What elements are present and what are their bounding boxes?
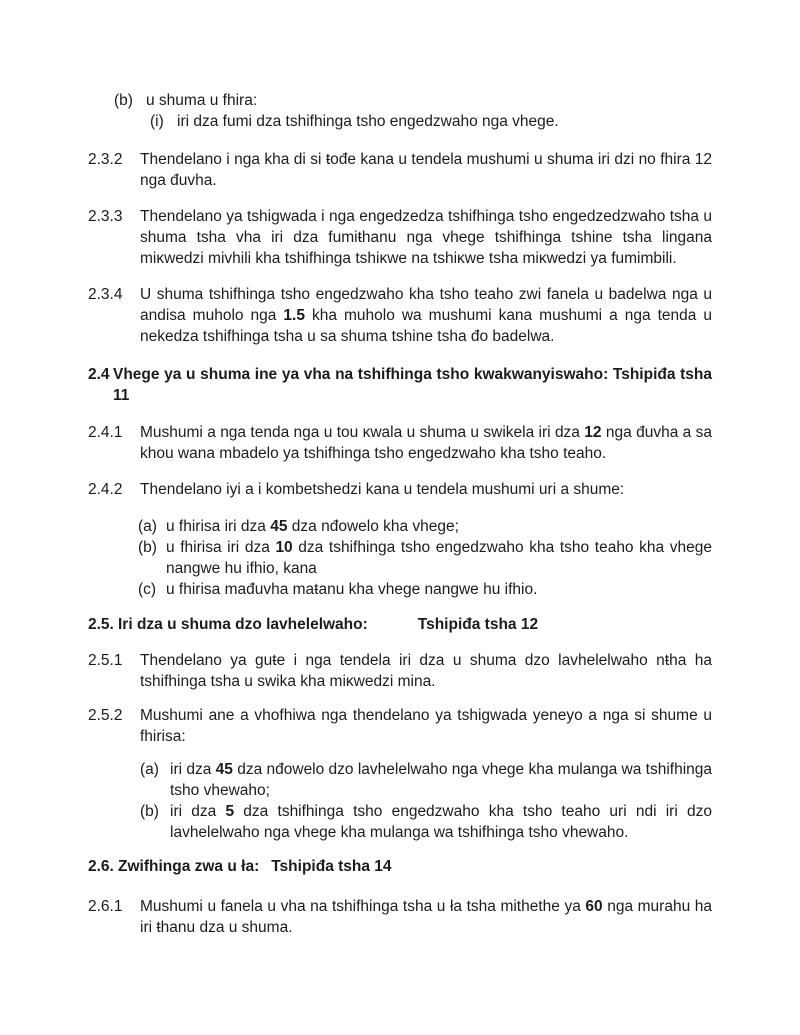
paragraph-text (166, 537, 712, 579)
text-run: nga đuvha a sa khou wana mbadelo ya tshifhinga tsho engedzwaho kha tsho teaho. (140, 424, 712, 462)
listitem-b (0, 537, 712, 579)
text-run: Vhege ya u shuma ine ya vha na tshifhinga tsho kwakwanyiswaho: Tshipiđa tsha 11 (113, 366, 712, 404)
listitem-a (0, 516, 712, 537)
listitem-c (0, 579, 712, 600)
paragraph-marker: (b) (114, 92, 133, 109)
text-run: Thendelano ya guŧe i nga tendela iri dza u shuma dzo lavhelelwaho nŧha ha tshifhinga tsha u swika kha miĸwedzi mina. (140, 652, 712, 690)
paragraph-marker: (i) (150, 113, 164, 130)
text-run: u fhirisa mađuvha maŧanu kha vhege nangwe hu ifhio. (166, 581, 538, 598)
paragraph-text (140, 149, 712, 191)
text-run: Tshipiđa tsha 14 (271, 858, 392, 875)
paragraph-text (146, 90, 712, 111)
text-run: dza nđowelo kha vhege; (287, 518, 459, 535)
bold-number: 45 (270, 518, 288, 535)
text-run: iri dza (170, 761, 216, 778)
bold-number: 45 (215, 761, 233, 778)
heading-2-5 (0, 614, 712, 635)
paragraph-text (140, 206, 712, 269)
paragraph-text (140, 650, 712, 692)
text-run: kha muholo wa mushumi kana mushumi a nga tenda u nekedza tshifhinga tsha u sa shuma tshine tsha đo badelwa. (140, 307, 713, 345)
text-run: u fhirisa iri dza (166, 518, 271, 535)
section-2-3-2 (0, 149, 712, 191)
paragraph-marker: 2.3.3 (88, 208, 123, 225)
bold-number: 60 (585, 898, 603, 915)
text-run: Mushumi a nga tenda nga u tou ĸwala u shuma u swikela iri dza (140, 424, 585, 441)
text-run: Thendelano i nga kha di si ŧođe kana u tendela mushumi u shuma iri dzi no fhira 12 nga đuvha. (140, 151, 712, 189)
paragraph-text (170, 801, 712, 843)
paragraph-text (166, 516, 712, 537)
heading-2-4 (0, 364, 712, 406)
text-run: u fhirisa iri dza (166, 539, 276, 556)
listitem-b (0, 801, 712, 843)
section-2-5-1 (0, 650, 712, 692)
paragraph-marker: 2.4 (88, 366, 110, 383)
section-2-6-1 (0, 896, 712, 938)
paragraph-marker: 2.5.1 (88, 652, 123, 669)
paragraph-text (177, 111, 712, 132)
text-run: u shuma u fhira: (146, 92, 258, 109)
paragraph-marker: (c) (138, 581, 157, 598)
paragraph-marker: (a) (140, 761, 159, 778)
text-run: dza tshifhinga tsho engedzwaho kha tsho teaho kha vhege nangwe hu ifhio, kana (166, 539, 712, 577)
paragraph-text (140, 705, 712, 747)
paragraph-text (166, 579, 712, 600)
paragraph-text (140, 479, 712, 500)
paragraph-marker: 2.6. (88, 858, 114, 875)
paragraph-marker: 2.3.2 (88, 151, 123, 168)
text-run: Mushumi u fanela u vha na tshifhinga tsha u ła tsha mithethe ya (140, 898, 586, 915)
bold-number: 1.5 (283, 307, 305, 324)
text-run: Iri dza u shuma dzo lavhelelwaho: (118, 616, 368, 633)
paragraph-marker: 2.5. (88, 616, 114, 633)
bold-number: 12 (584, 424, 602, 441)
subitem-b (0, 90, 712, 111)
paragraph-marker: 2.4.2 (88, 481, 123, 498)
paragraph-text (113, 364, 712, 406)
paragraph-marker: 2.4.1 (88, 424, 123, 441)
paragraph-marker: 2.3.4 (88, 286, 123, 303)
paragraph-text (140, 284, 712, 347)
listitem-a (0, 759, 712, 801)
section-2-4-1 (0, 422, 712, 464)
text-run: iri dza (170, 803, 226, 820)
heading-2-6 (0, 856, 712, 877)
text-run: U shuma tshifhinga tsho engedzwaho kha tsho teaho zwi fanela u badelwa nga u andisa muholo nga (140, 286, 712, 324)
bold-number: 10 (275, 539, 293, 556)
text-run: Mushumi ane a vhofhiwa nga thendelano ya tshigwada yeneyo a nga si shume u fhirisa: (140, 707, 712, 745)
section-2-4-2 (0, 479, 712, 500)
text-run: Zwifhinga zwa u ła: (118, 858, 260, 875)
paragraph-text (118, 856, 712, 877)
section-2-3-3 (0, 206, 712, 269)
section-2-3-4 (0, 284, 712, 347)
paragraph-marker: (b) (140, 803, 159, 820)
paragraph-marker: (b) (138, 539, 157, 556)
text-run: iri dza fumi dza tshifhinga tsho engedzwaho nga vhege. (177, 113, 559, 130)
text-run: dza tshifhinga tsho engedzwaho kha tsho teaho uri ndi iri dzo lavhelelwaho nga vhege kha mulanga wa tshifhinga tsho vhewaho. (170, 803, 712, 841)
paragraph-text (170, 759, 712, 801)
text-run: Thendelano iyi a i kombetshedzi kana u tendela mushumi uri a shume: (140, 481, 625, 498)
bold-number: 5 (225, 803, 235, 820)
paragraph-text (140, 422, 712, 464)
paragraph-marker: 2.6.1 (88, 898, 123, 915)
paragraph-marker: 2.5.2 (88, 707, 123, 724)
paragraph-text (140, 896, 712, 938)
paragraph-marker: (a) (138, 518, 157, 535)
subitem-i (0, 111, 712, 132)
section-2-5-2 (0, 705, 712, 747)
text-run: Tshipiđa tsha 12 (417, 616, 539, 633)
text-run: dza nđowelo dzo lavhelelwaho nga vhege kha mulanga wa tshifhinga tsho vhewaho; (170, 761, 713, 799)
text-run: Thendelano ya tshigwada i nga engedzedza tshifhinga tsho engedzedzwaho tsha u shuma tsha vha iri dza fumiŧhanu nga vhege tshifhinga tshine tsha lingana miĸwedzi mivhili kha tshifhinga tshiĸwe na tshiĸwe tsha miĸwedzi ya fumimbili. (140, 208, 712, 267)
text-run: nga murahu ha iri ŧhanu dza u shuma. (140, 898, 713, 936)
paragraph-text (118, 614, 712, 635)
